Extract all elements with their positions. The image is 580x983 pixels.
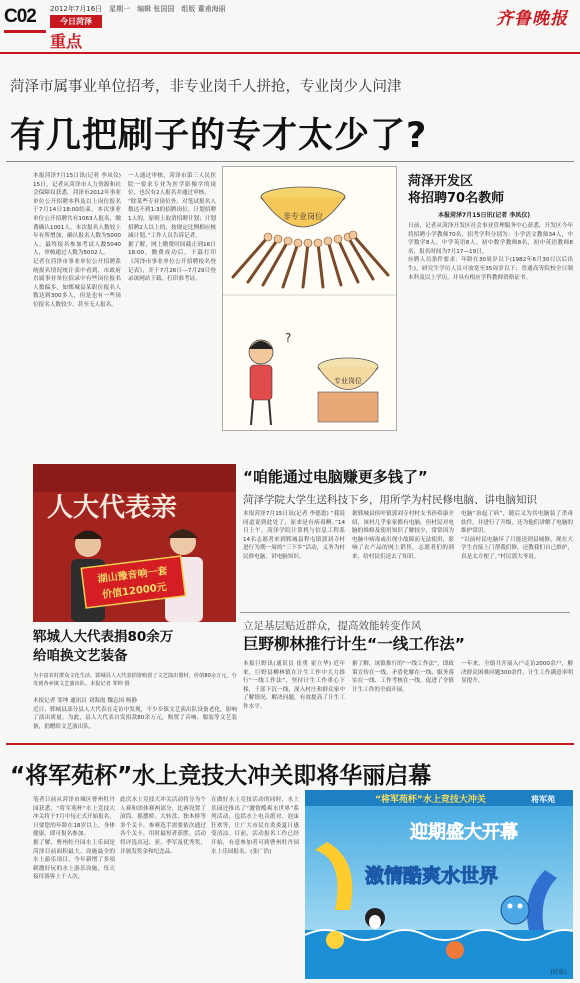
- family-planning-headline: 巨野柳林推行计生“一线工作法”: [243, 635, 465, 653]
- family-planning-col-3: 一年来，全镇共开展入户走访2000余户，解决群众困难问题300余件，计生工作满意率明显提升。: [461, 661, 573, 685]
- donation-headline-line-2: 给咱换文艺装备: [33, 648, 128, 664]
- ad-top-title: “将军苑杯”水上竞技大冲关: [375, 795, 486, 805]
- page-number-underline: [4, 30, 46, 33]
- computer-story-subhead: 菏泽学院大学生送科技下乡，用所学为村民修电脑、讲电脑知识: [243, 494, 537, 506]
- bottom-divider: [6, 743, 574, 745]
- donation-headline-line-1: 郓城人大代表捐80余万: [33, 629, 174, 645]
- section-tag: 今日菏泽: [50, 15, 102, 28]
- side-headline-line-1: 菏泽开发区: [408, 174, 474, 189]
- lead-headline: 有几把刷子的专才太少了?: [10, 116, 428, 156]
- computer-story-col-2: 据郓城县侯叶镇郭刘寺村村支书孙希康介绍，该村几乎家家都有电脑，但村民对电脑的维修及使用知识了解较少，常常因为电脑中病毒或出现小故障而无法使用，影响了农产品的网上销售。志愿者们的到来，给村民们送去了知识。: [352, 511, 454, 560]
- water-park-advertisement: [305, 790, 573, 979]
- donation-headline: [33, 628, 173, 666]
- family-planning-col-1: 本报巨野讯(通讯员 崔勇 霍立华) 近年来，巨野县柳林镇在计生工作中大力推行“一线工作法”，坚持计生工作重心下移，干部下沉一线，深入村庄和群众家中了解情况、解决问题，有效提高了计生工作水平。: [243, 661, 345, 710]
- water-contest-col-1: 笔者日前从菏泽市城区曹州牡丹园获悉，“将军苑杯”水上竞技大冲关将于7月中旬正式开始报名，只要您的年龄在18岁以上，身体健康，即可报名参加。 据了解，曹州牡丹园水上乐园是菏泽目前面积最大、设施最全的水上游乐项目，今年新增了多项刺激好玩的水上游乐设施，每天接待游客上千人次。: [33, 797, 115, 881]
- computer-story-col-1: 本报菏泽7月15日讯(记者 李德恩) “我说同道说到此处了，原来是有病毒啊。”14日上午，菏泽学院计算机与信息工程系14名志愿者来到郓城县程屯镇郭刘寺村进行为期一周的“三下乡”活动，义务为村民修电脑，讲电脑知识。: [243, 511, 345, 560]
- donation-photo-image: [33, 464, 236, 622]
- water-park-ad-image: [305, 790, 573, 979]
- family-planning-col-2: 据了解，该镇推行的“一线工作法”，即政策宣传在一线、矛盾化解在一线、服务落实在一线、工作考核在一线，促进了全镇计生工作的全面开展。: [352, 661, 454, 693]
- side-headline-line-2: 将招聘70名教师: [408, 191, 505, 206]
- newspaper-logo: 齐鲁晚报: [496, 9, 568, 29]
- donation-caption: 为丰富农村群众文化生活，郓城县人大代表捐资购置了文艺演出器材，价值80余万元，分发到各乡镇文艺演出队。本报记者 邹坤 摄: [33, 673, 237, 687]
- lead-body-col-2: 一人通过审核，菏泽市第三人民医院一要求专业为医学影像学的岗位，也仅有2人报名并通过审核。 “除某些专业岗位外，对笔试报名人数达不到1:3的招聘岗位，计划招聘1人的，原则上取消招聘计划；计划招聘2人以上的，按规定比例相应核减计划。”工作人员告诉记者。 据了解，网上缴费时间截止到16日18:00，缴费成功后，下载打印《菏泽市事业单位公开招聘报名登记表》，并于7月26日—7月29日登录该网站下载、打印准考证。: [128, 173, 216, 283]
- bowl-label: 非专业岗位: [283, 212, 323, 221]
- donation-body: 本报记者 邹坤 通讯员 刘海霞 魏志国 杨静 近日，郓城县部分县人大代表在走访中发现，不少乡镇文艺演出队设备老化，影响了演出质量。为此，县人大代表自发捐款80余万元，购置了音响、服装等文艺装备，捐赠给文艺演出队。: [33, 698, 237, 730]
- ad-title-main: 迎期盛大开幕: [410, 822, 518, 843]
- water-contest-col-3: 在做好水上竞技活动的同时，水上乐园还推出了“激情酷爽水世界”系列活动，包括水上电音派对、泡沫狂欢等，让广大市民在炎炎夏日感受清凉。目前，活动报名工作已经开始，有意参加者可到曹州牡丹园水上乐园报名。(张广浩): [211, 797, 299, 855]
- side-story-dateline: 本报菏泽7月15日讯(记者 李凤仪): [438, 212, 531, 219]
- computer-story-col-3: 电脑“治起了病”，随后又为其电脑装了杀毒软件，并进行了升级，还为他们讲解了电脑的维护常识。 “以前村民电脑坏了只能送到县城修，现在大学生直接上门帮我们修，还教我们自己维护，真是太方便了。”村民郭大爷说。: [461, 511, 573, 560]
- svg-text:?: ?: [285, 331, 292, 345]
- donation-photo: [33, 464, 236, 622]
- water-contest-headline: “将军苑杯”水上竞技大冲关即将华丽启幕: [10, 763, 432, 789]
- page-number: C02: [4, 6, 36, 27]
- lead-illustration: [222, 166, 397, 431]
- side-headline: [408, 173, 504, 207]
- ad-logo-text: 将军苑: [531, 795, 555, 804]
- date-line: 2012年7月16日 星期一 编辑 张国国 组版 董甫海丽: [50, 5, 226, 13]
- photo-sign-line-2: 价值12000元: [101, 581, 168, 601]
- computer-story-headline: “咱能通过电脑赚更多钱了”: [243, 468, 428, 486]
- header-rule: [0, 52, 580, 54]
- photo-banner-text: 人大代表亲: [47, 493, 178, 523]
- section-name: 重点: [50, 32, 83, 51]
- bowl-label-2: 专业岗位: [334, 377, 362, 385]
- photo-sign-line-1: 湖山豫音响一套: [97, 565, 168, 586]
- ad-title-slogan: 激情酷爽水世界: [365, 865, 499, 887]
- water-contest-col-2: 此次水上竞技大冲关活动将分为个人赛和团体赛两部分，比赛设置了滚筒、摇摆桥、大转盘、独木桥等多个关卡，参赛选手需要依次通过各个关卡，用时最短者获胜。活动将评选出冠、亚、季军及优秀奖，并颁发奖金和纪念品。: [120, 797, 206, 855]
- page-header: [0, 0, 580, 54]
- family-planning-kicker: 立足基层贴近群众，提高效能转变作风: [243, 620, 422, 632]
- ad-continued-note: (转版): [550, 969, 567, 976]
- lead-rule: [6, 161, 574, 162]
- cartoon-jobs-illustration: [223, 167, 397, 431]
- lead-body-col-1: 本报菏泽7月15日讯(记者 李凤仪) 15日，记者从菏泽市人力资源和社会保障局获悉，菏泽市2012年事业单位公开招聘本科及以上岗位报名于7月14日18:00结束，本次事业单位公开招聘共有1063人报名，缴费确认1001人。本次报名人数较上年有所增加，确认报名人数为5000人，最终报名参加考试人数5040人，审核通过人数为5002人。 记者在菏泽市事业单位公开招聘系统报名情况统计表中看到，市政府直属事业单位招录中有些岗位报名人数偏多，如鄄城县某职位报名人数达到300多人，但是也有一些岗位报名人数较少，甚至无人报名。: [33, 173, 121, 308]
- side-story-body: 日前，记者从菏泽开发区社会事业管理服务中心获悉，开发区今年将招聘小学教师70名，招考学科分别为：小学语文教师34人，中学数学8人，中学英语8人。初中数学教师8名，初中英语教师8名，报名时间为7月17—19日。 应聘人员条件要求：年龄在30周岁以下(1982年6月30日以后出生)，研究生学历人员可放宽至35周岁以下；普通高等院校全日制本科及以上学历，并具有相应学科教师资格证书。: [408, 223, 573, 281]
- lead-kicker: 菏泽市属事业单位招考，非专业岗千人拼抢，专业岗少人问津: [10, 79, 402, 95]
- middle-divider: [240, 612, 570, 613]
